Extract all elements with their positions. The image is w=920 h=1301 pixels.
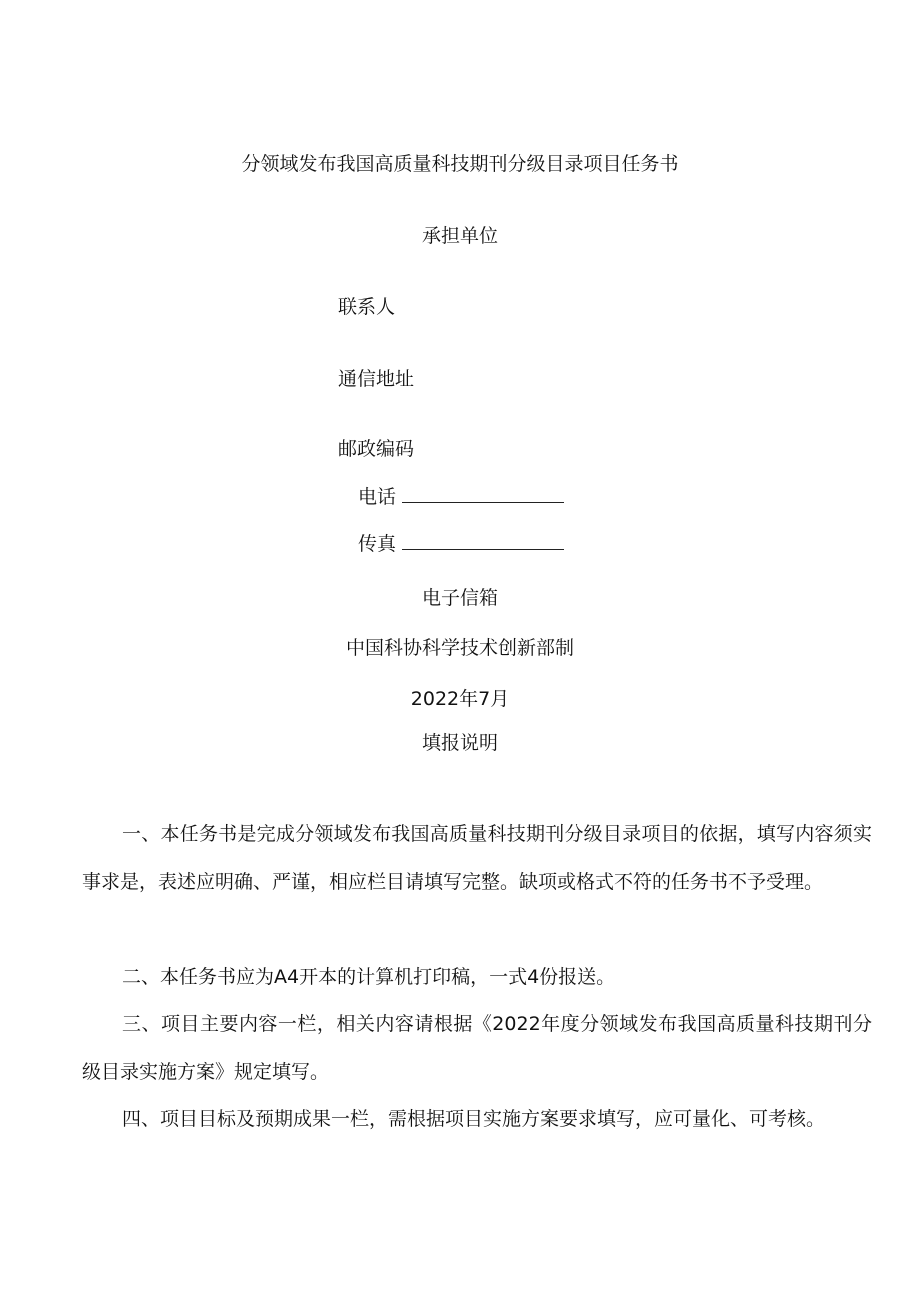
document-title: 分领域发布我国高质量科技期刊分级目录项目任务书 bbox=[241, 153, 679, 175]
contact-label: 联系人 bbox=[338, 296, 396, 318]
instruction-item-2: 二、本任务书应为A4开本的计算机打印稿，一式4份报送。 bbox=[122, 966, 616, 988]
postcode-label: 邮政编码 bbox=[338, 438, 415, 460]
email-label: 电子信箱 bbox=[421, 587, 498, 609]
instruction-item-1: 一、本任务书是完成分领域发布我国高质量科技期刊分级目录项目的依据，填写内容须实事求是，表述应明确、严谨，相应栏目请填写完整。缺项或格式不符的任务书不予受理。 bbox=[82, 823, 872, 893]
instructions-heading: 填报说明 bbox=[421, 732, 498, 754]
instruction-item-3: 三、项目主要内容一栏，相关内容请根据《2022年度分领域发布我国高质量科技期刊分级目录实施方案》规定填写。 bbox=[82, 1013, 872, 1083]
phone-row bbox=[358, 484, 564, 509]
fax-row bbox=[358, 531, 564, 556]
phone-label: 电话 bbox=[358, 486, 397, 508]
unit-label: 承担单位 bbox=[421, 225, 498, 247]
fax-label: 传真 bbox=[358, 533, 397, 555]
issuer-text: 中国科协科学技术创新部制 bbox=[345, 637, 574, 659]
issue-date: 2022年7月 bbox=[410, 688, 510, 710]
instruction-item-4: 四、项目目标及预期成果一栏，需根据项目实施方案要求填写，应可量化、可考核。 bbox=[122, 1108, 826, 1130]
phone-fill-line bbox=[402, 484, 564, 503]
address-label: 通信地址 bbox=[338, 368, 415, 390]
fax-fill-line bbox=[402, 531, 564, 550]
